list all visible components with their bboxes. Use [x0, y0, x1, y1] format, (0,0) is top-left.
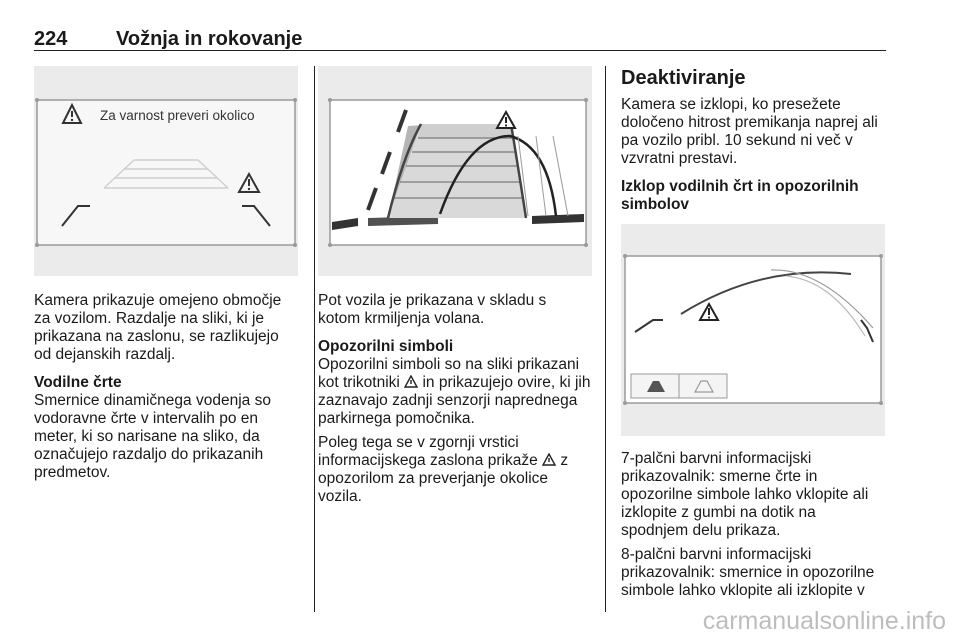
subheading: Izklop vodilnih črt in opozorilnih simbolov — [621, 178, 859, 213]
vehicle-path-figure — [318, 66, 592, 276]
paragraph: Opozorilni simboli so na sliki prikazani kot trikotniki in prikazujejo ovire, ki jih zaznavajo zadnji senzorji naprednega parkirnega pomočnika. — [318, 356, 591, 427]
paragraph: 8-palčni barvni informacijski prikazovalnik: smernice in opozorilne simbole lahko vklopite ali izklopite v — [621, 546, 875, 599]
column-divider — [605, 66, 606, 612]
guideline-toggle-illustration — [621, 224, 885, 436]
column-1 — [34, 66, 298, 482]
warning-message: Za varnost preveri okolico — [100, 108, 255, 123]
section-title: Deaktiviranje — [621, 67, 746, 89]
paragraph: 7-palčni barvni informacijski prikazovalnik: smerne črte in opozorilne simbole lahko vklopite ali izklopite z gumbi na dotik na spodnjem delu prikaza. — [621, 450, 869, 539]
paragraph: Poleg tega se v zgornji vrstici informacijskega zaslona prikaže z opozorilom za preverjanje okolice vozila. — [318, 434, 569, 505]
page-header — [34, 14, 886, 51]
warning-triangle-icon — [404, 375, 418, 388]
column-divider — [314, 66, 315, 612]
camera-view-illustration — [34, 66, 298, 276]
paragraph: Kamera prikazuje omejeno območje za vozilom. Razdalje na sliki, ki je prikazana na zaslonu, se razlikujejo od dejanskih razdalj. — [34, 292, 282, 363]
paragraph: Smernice dinamičnega vodenja so vodoravne črte v intervalih po en meter, ki so narisane na sliko, da označujejo razdaljo do prikazanih predmetov. — [34, 392, 271, 481]
column-3 — [621, 66, 887, 600]
camera-view-figure — [34, 66, 298, 276]
warning-triangle-icon — [542, 453, 556, 466]
vehicle-path-illustration — [318, 66, 592, 276]
page-title: Vožnja in rokovanje — [116, 28, 303, 50]
subheading: Opozorilni simboli — [318, 338, 454, 355]
column-2 — [318, 66, 592, 506]
paragraph: Pot vozila je prikazana v skladu s kotom krmiljenja volana. — [318, 292, 547, 327]
watermark: carmanualsonline.info — [702, 607, 946, 635]
subheading: Vodilne črte — [34, 374, 122, 391]
page-number: 224 — [34, 28, 68, 50]
guideline-toggle-figure — [621, 224, 885, 436]
paragraph: Kamera se izklopi, ko presežete določeno hitrost premikanja naprej ali pa vozilo pribl. 10 sekund ni več v vzvratni prestavi. — [621, 96, 878, 167]
